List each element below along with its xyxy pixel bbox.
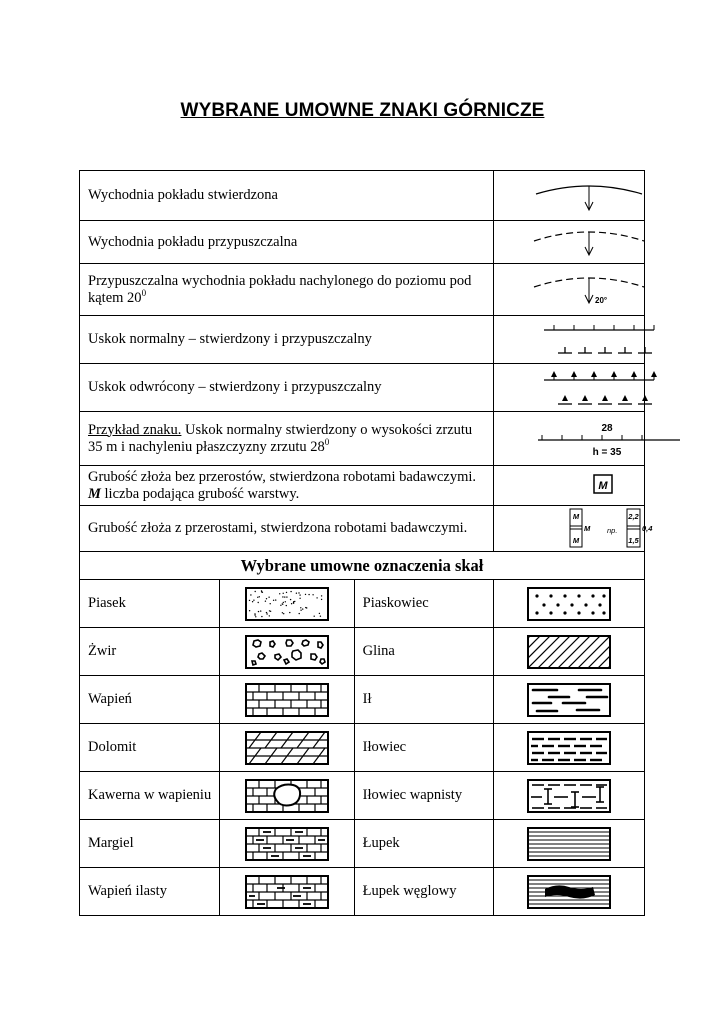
svg-text:M: M <box>572 535 580 545</box>
signs-table <box>79 170 653 916</box>
inclined-seam-outcrop-icon <box>493 264 644 316</box>
page-title: WYBRANE UMOWNE ZNAKI GÓRNICZE <box>180 100 545 121</box>
clay-pattern-icon <box>493 628 644 676</box>
rock-label: Iłowiec <box>354 724 493 772</box>
sign-row <box>80 316 645 364</box>
fault-example-icon <box>493 412 644 466</box>
rock-row <box>80 676 645 724</box>
reverse-fault-icon <box>493 364 644 412</box>
sign-row <box>80 412 645 466</box>
seam-outcrop-confirmed-icon <box>493 171 644 221</box>
svg-text:M: M <box>598 479 608 492</box>
sign-row <box>80 264 645 316</box>
normal-fault-icon <box>493 316 644 364</box>
svg-text:M: M <box>583 523 591 533</box>
sign-label: Uskok odwrócony – stwierdzony i przypuszczalny <box>80 364 494 412</box>
coal-shale-pattern-icon <box>493 868 644 916</box>
rock-label: Łupek <box>354 820 493 868</box>
loam-pattern-icon <box>493 676 644 724</box>
rock-label: Ił <box>354 676 493 724</box>
gravel-pattern-icon <box>220 628 354 676</box>
svg-text:0,4: 0,4 <box>641 523 653 533</box>
claystone-pattern-icon <box>493 724 644 772</box>
sign-row <box>80 221 645 264</box>
seam-thickness-partings-icon <box>493 506 653 552</box>
sign-label: Przypuszczalna wychodnia pokładu nachylonego do poziomu pod kątem $20^0$ <box>80 264 494 316</box>
rock-label: Glina <box>354 628 493 676</box>
rock-label: Żwir <box>80 628 220 676</box>
svg-text:28: 28 <box>601 422 613 434</box>
sign-label: Grubość złoża bez przerostów, stwierdzona robotami badawczymi. M liczba podająca grubość warstwy. <box>80 466 494 506</box>
rock-label: Łupek węglowy <box>354 868 493 916</box>
svg-text:2,2: 2,2 <box>628 511 639 521</box>
rock-label: Wapień ilasty <box>80 868 220 916</box>
rocks-header-row <box>80 552 645 580</box>
rock-row <box>80 772 645 820</box>
seam-outcrop-presumed-icon <box>493 221 644 264</box>
seam-thickness-icon <box>493 466 644 506</box>
rock-label: Wapień <box>80 676 220 724</box>
rock-label: Dolomit <box>80 724 220 772</box>
sign-label: Grubość złoża z przerostami, stwierdzona robotami badawczymi. <box>80 506 494 552</box>
sign-row <box>80 506 645 552</box>
sign-row <box>80 466 645 506</box>
rock-label: Piasek <box>80 580 220 628</box>
svg-text:M: M <box>572 511 580 521</box>
sand-pattern-icon <box>220 580 354 628</box>
sign-label: Przykład znaku. Uskok normalny stwierdzony o wysokości zrzutu 35 m i nachyleniu płaszczyzny zrzutu $28^0$ <box>80 412 494 466</box>
limestone-cavern-pattern-icon <box>220 772 354 820</box>
rock-row <box>80 820 645 868</box>
sign-row <box>80 364 645 412</box>
sign-label: Wychodnia pokładu przypuszczalna <box>80 221 494 264</box>
rock-row <box>80 868 645 916</box>
rock-label: Piaskowiec <box>354 580 493 628</box>
sign-label: Uskok normalny – stwierdzony i przypuszczalny <box>80 316 494 364</box>
rock-label: Kawerna w wapieniu <box>80 772 220 820</box>
svg-text:np.: np. <box>606 525 618 535</box>
svg-text:20°: 20° <box>594 295 608 305</box>
rock-row <box>80 580 645 628</box>
rock-row <box>80 628 645 676</box>
svg-text:1,5: 1,5 <box>628 535 639 545</box>
sandstone-pattern-icon <box>493 580 644 628</box>
rock-label: Iłowiec wapnisty <box>354 772 493 820</box>
shale-pattern-icon <box>493 820 644 868</box>
dolomite-pattern-icon <box>220 724 354 772</box>
limestone-pattern-icon <box>220 676 354 724</box>
calcareous-claystone-pattern-icon <box>493 772 644 820</box>
clayey-limestone-pattern-icon <box>220 868 354 916</box>
rock-label: Margiel <box>80 820 220 868</box>
svg-text:h = 35: h = 35 <box>592 446 622 458</box>
rocks-header: Wybrane umowne oznaczenia skał <box>80 552 645 580</box>
rock-row <box>80 724 645 772</box>
sign-row <box>80 171 645 221</box>
marl-pattern-icon <box>220 820 354 868</box>
sign-label: Wychodnia pokładu stwierdzona <box>80 171 494 221</box>
